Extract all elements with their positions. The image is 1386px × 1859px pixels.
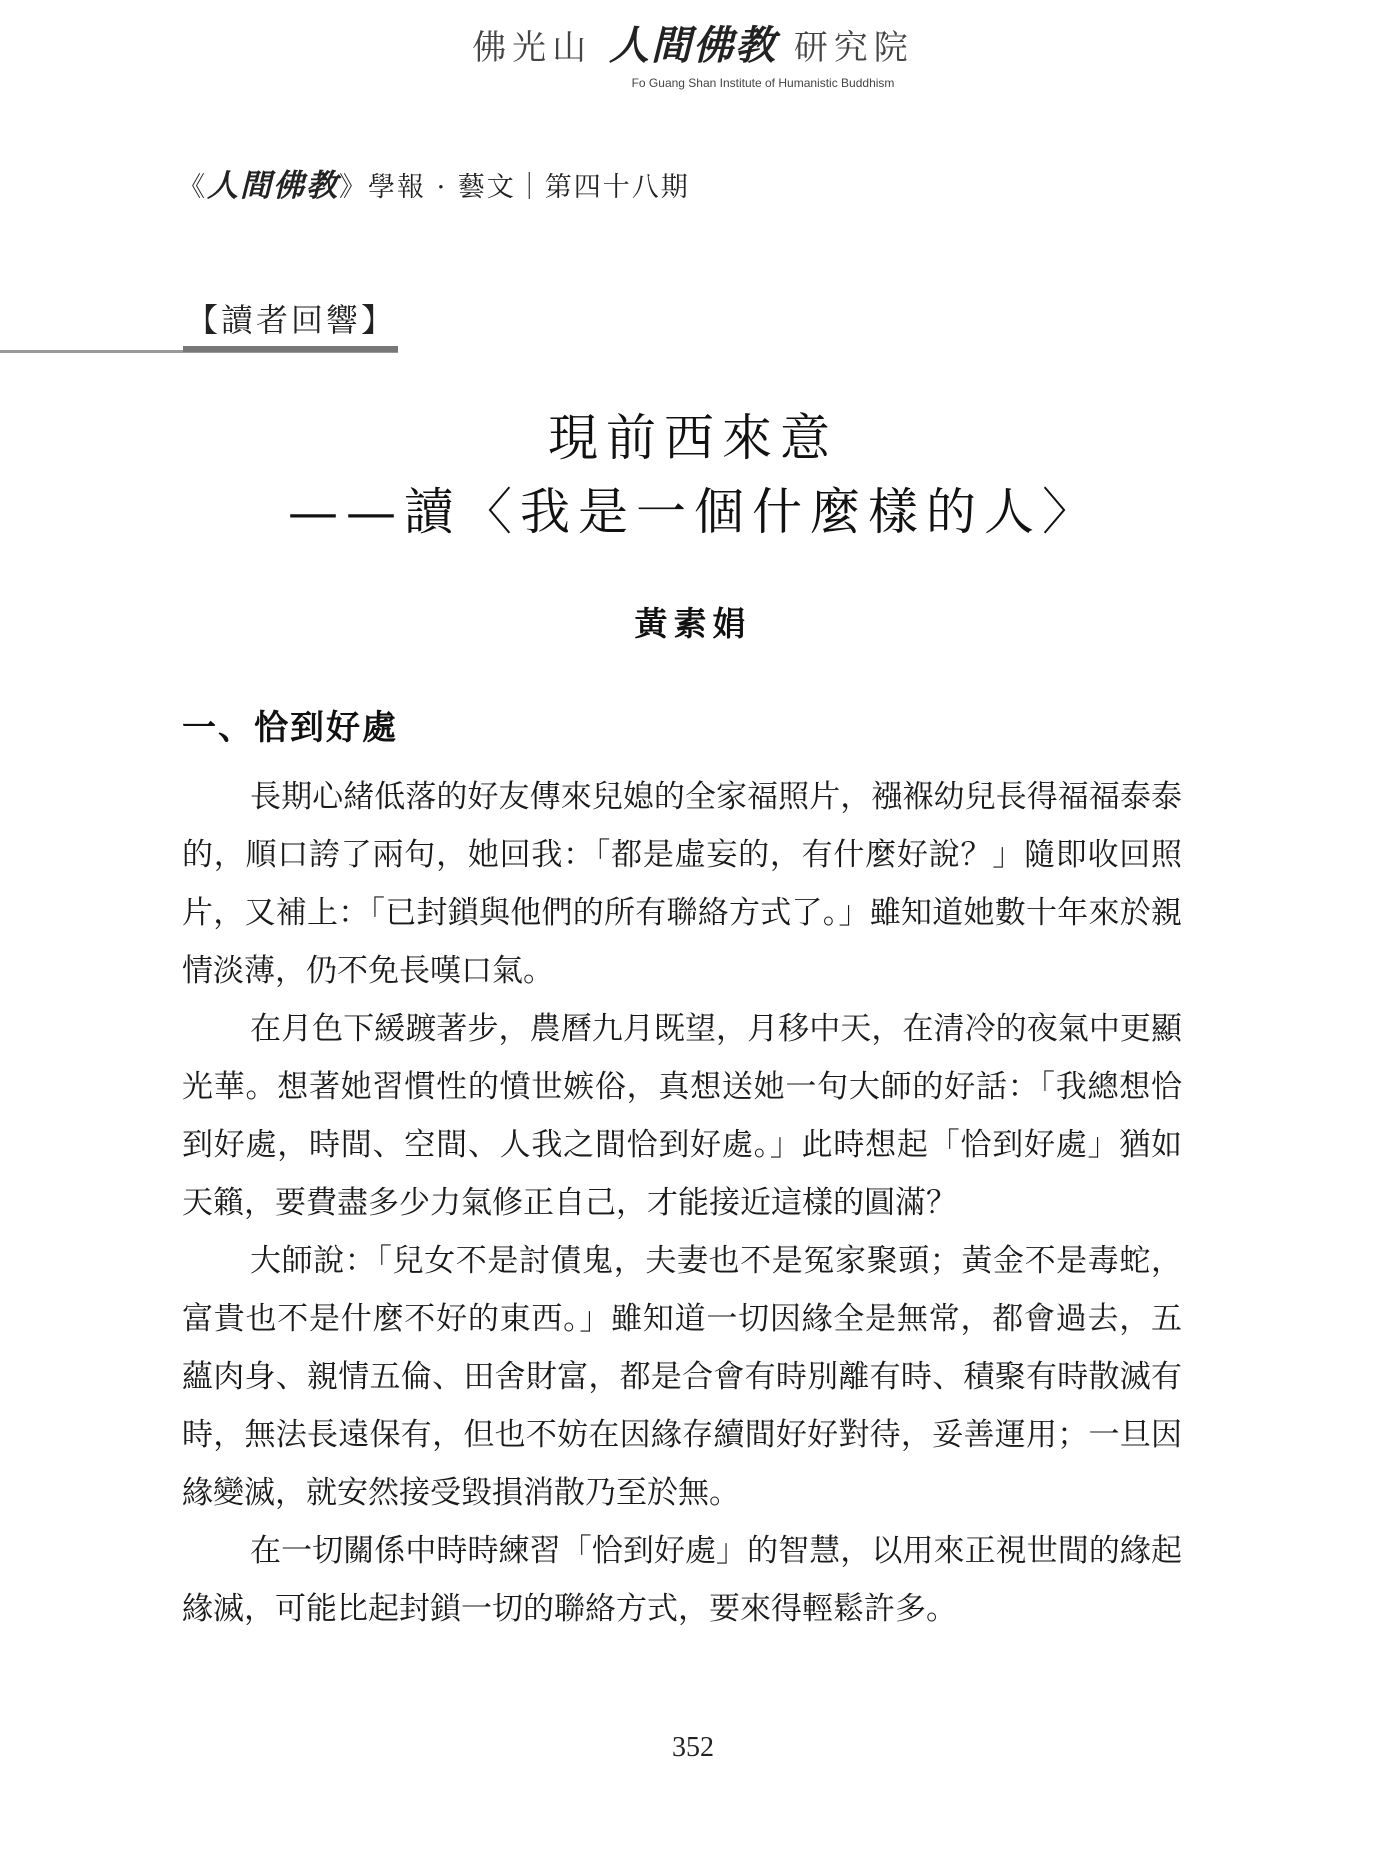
journal-brand: 人間佛教 [207,168,339,204]
article-title: 現前西來意 [548,409,838,467]
article-subtitle: ——讀〈我是一個什麼樣的人〉 [288,483,1100,541]
section-heading: 一、恰到好處 [182,708,398,748]
publisher-prefix: 佛光山 [472,28,593,68]
publisher-english-name: Fo Guang Shan Institute of Humanistic Buddhism [631,76,895,90]
publisher-logo [0,22,1386,90]
journal-issue: 》學報 · 藝文｜第四十八期 [339,172,690,203]
publisher-brand: 人間佛教 [609,22,777,69]
publisher-name [0,22,1386,72]
publisher-suffix: 研究院 [793,28,914,68]
paragraph: 在一切關係中時時練習「恰到好處」的智慧，以用來正視世間的緣起緣滅，可能比起封鎖一切的聯絡方式，要來得輕鬆許多。 [182,1533,1182,1627]
article-body [182,768,1182,1638]
journal-header [178,160,690,205]
section-divider-accent [183,346,398,352]
paragraph: 在月色下緩踱著步，農曆九月既望，月移中天，在清冷的夜氣中更顯光華。想著她習慣性的憤世嫉俗，真想送她一句大師的好話：「我總想恰到好處，時間、空間、人我之間恰到好處。」此時想起「恰到好處」猶如天籟，要費盡多少力氣修正自己，才能接近這樣的圓滿？ [182,1011,1182,1221]
page-number: 352 [672,1732,714,1763]
paragraph: 長期心緒低落的好友傳來兒媳的全家福照片，襁褓幼兒長得福福泰泰的，順口誇了兩句，她回我：「都是虛妄的，有什麼好說？」隨即收回照片，又補上：「已封鎖與他們的所有聯絡方式了。」雖知道她數十年來於親情淡薄，仍不免長嘆口氣。 [182,779,1182,989]
article-author: 黃素娟 [634,604,752,643]
section-label: 【讀者回響】 [186,301,397,339]
journal-open-bracket: 《 [178,172,207,203]
paragraph: 大師說：「兒女不是討債鬼，夫妻也不是冤家聚頭；黃金不是毒蛇，富貴也不是什麼不好的東西。」雖知道一切因緣全是無常，都會過去，五蘊肉身、親情五倫、田舍財富，都是合會有時別離有時、積聚有時散滅有時，無法長遠保有，但也不妨在因緣存續間好好對待，妥善運用；一旦因緣變滅，就安然接受毀損消散乃至於無。 [182,1243,1182,1511]
